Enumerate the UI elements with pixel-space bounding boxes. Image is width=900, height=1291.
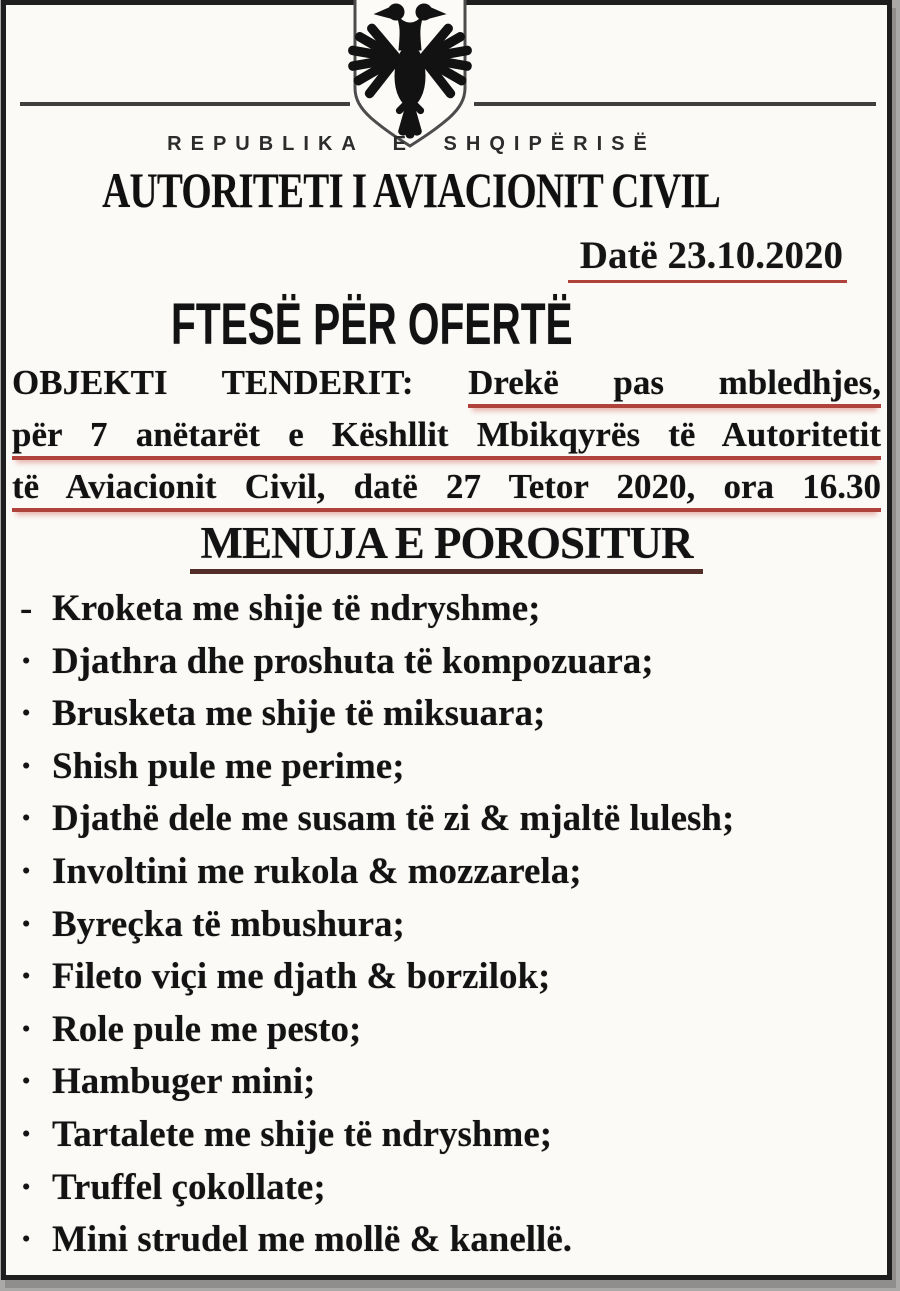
bullet-icon: · xyxy=(20,745,33,787)
menu-item xyxy=(20,1004,879,1057)
menu-item xyxy=(20,583,879,636)
letterhead-rule-right xyxy=(474,102,876,106)
authority-title: AUTORITETI I AVIACIONIT CIVIL xyxy=(102,162,721,218)
menu-item-text: Truffel çokollate; xyxy=(52,1166,326,1208)
letterhead-rule-left xyxy=(20,102,350,106)
bullet-icon: · xyxy=(20,850,33,892)
document-date: Datë 23.10.2020 xyxy=(568,234,847,283)
menu-item-text: Hambuger mini; xyxy=(52,1061,316,1103)
menu-item-text: Involtini me rukola & mozzarela; xyxy=(52,850,582,892)
menu-item-text: Byreçka të mbushura; xyxy=(52,903,405,945)
bullet-icon: · xyxy=(20,640,33,682)
menu-item xyxy=(20,951,879,1004)
menu-item xyxy=(20,793,879,846)
bullet-icon: · xyxy=(20,1008,33,1050)
menu-item-text: Djathë dele me susam të zi & mjaltë lulesh; xyxy=(52,798,735,840)
menu-item xyxy=(20,846,879,899)
invitation-title: FTESË PËR OFERTË xyxy=(170,292,573,357)
bullet-icon: · xyxy=(20,1113,33,1155)
tender-underlined-2: për 7 anëtarët e Këshllit Mbikqyrës të Autoritetit xyxy=(12,415,881,460)
menu-item xyxy=(20,741,879,794)
tender-line-2 xyxy=(12,409,881,461)
tender-underlined-3: të Aviacionit Civil, datë 27 Tetor 2020, ora 16.30 xyxy=(12,467,881,512)
menu-title: MENUJA E POROSITUR xyxy=(190,518,702,574)
bullet-icon: · xyxy=(20,1219,33,1261)
republic-header: REPUBLIKA E SHQIPËRISË xyxy=(167,133,656,155)
bullet-icon: · xyxy=(20,693,33,735)
bullet-icon: · xyxy=(20,956,33,998)
menu-item xyxy=(20,1109,879,1162)
menu-item xyxy=(20,636,879,689)
tender-line-1 xyxy=(12,357,881,409)
tender-underlined-1: Drekë pas mbledhjes, xyxy=(468,363,881,408)
menu-item-text: Brusketa me shije të miksuara; xyxy=(52,693,546,735)
document-frame xyxy=(1,0,892,1280)
menu-list xyxy=(20,583,879,1267)
menu-item-text: Mini strudel me mollë & kanellë. xyxy=(52,1219,572,1261)
tender-object-paragraph xyxy=(12,357,881,513)
menu-item-text: Kroketa me shije të ndryshme; xyxy=(52,588,541,629)
menu-item xyxy=(20,1056,879,1109)
menu-item xyxy=(20,1214,879,1267)
date-row xyxy=(6,233,847,278)
menu-item-text: Djathra dhe proshuta të kompozuara; xyxy=(52,640,654,682)
menu-item-text: Role pule me pesto; xyxy=(52,1008,362,1050)
menu-item-text: Fileto viçi me djath & borzilok; xyxy=(52,956,551,998)
menu-title-row xyxy=(6,517,887,569)
menu-item-text: Tartalete me shije të ndryshme; xyxy=(52,1113,553,1155)
bullet-icon: · xyxy=(20,798,33,840)
bullet-icon: · xyxy=(20,903,33,945)
menu-item xyxy=(20,1162,879,1215)
authority-title-row xyxy=(6,161,817,219)
bullet-icon: · xyxy=(20,1061,33,1103)
menu-item-text: Shish pule me perime; xyxy=(52,745,405,787)
bullet-icon: · xyxy=(20,1166,33,1208)
tender-label: OBJEKTI TENDERIT: xyxy=(12,363,469,402)
invitation-title-row xyxy=(6,291,737,358)
tender-line-3 xyxy=(12,461,881,513)
bullet-icon: - xyxy=(20,588,33,629)
menu-item xyxy=(20,688,879,741)
menu-item xyxy=(20,899,879,952)
